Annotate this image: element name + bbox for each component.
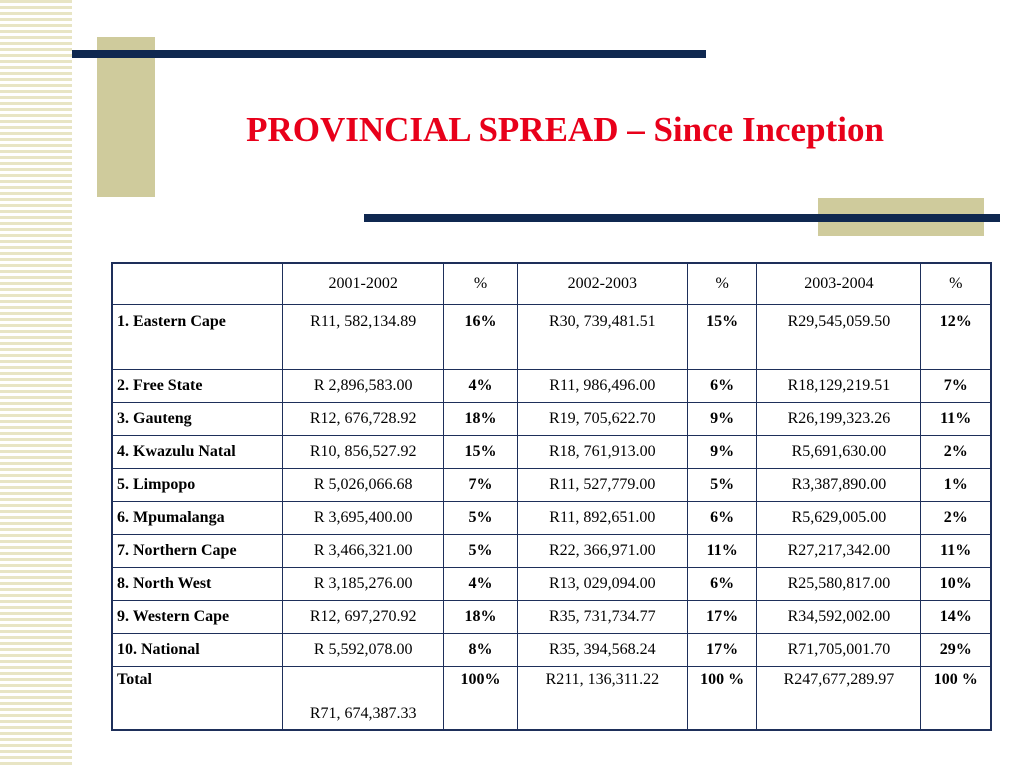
percent-cell: 2% [921, 436, 991, 469]
table-row [112, 601, 991, 634]
percent-cell: 11% [687, 535, 756, 568]
amount-cell: R5,691,630.00 [757, 436, 921, 469]
percent-cell: 9% [687, 403, 756, 436]
percent-cell: 16% [444, 305, 518, 370]
province-name: 9. Western Cape [112, 601, 283, 634]
amount-cell: R29,545,059.50 [757, 305, 921, 370]
table-row [112, 436, 991, 469]
percent-cell: 8% [444, 634, 518, 667]
amount-cell: R12, 697,270.92 [283, 601, 444, 634]
percent-cell: 18% [444, 403, 518, 436]
amount-cell: R35, 394,568.24 [517, 634, 687, 667]
amount-cell: R34,592,002.00 [757, 601, 921, 634]
percent-cell: 4% [444, 568, 518, 601]
percent-cell: 2% [921, 502, 991, 535]
decorative-rule-bottom [364, 214, 1000, 222]
percent-cell: 5% [444, 502, 518, 535]
decorative-rule-top [72, 50, 706, 58]
header-cell: 2003-2004 [757, 263, 921, 305]
province-name: 5. Limpopo [112, 469, 283, 502]
total-label: Total [112, 667, 283, 731]
amount-cell: R5,629,005.00 [757, 502, 921, 535]
percent-cell: 7% [921, 370, 991, 403]
header-cell: % [921, 263, 991, 305]
amount-cell: R 5,592,078.00 [283, 634, 444, 667]
province-name: 6. Mpumalanga [112, 502, 283, 535]
total-amount-cell: R211, 136,311.22 [517, 667, 687, 731]
percent-cell: 12% [921, 305, 991, 370]
decorative-block-left [97, 37, 155, 197]
amount-cell: R 3,185,276.00 [283, 568, 444, 601]
percent-cell: 6% [687, 568, 756, 601]
percent-cell: 4% [444, 370, 518, 403]
table-row [112, 469, 991, 502]
province-name: 10. National [112, 634, 283, 667]
province-name: 3. Gauteng [112, 403, 283, 436]
percent-cell: 14% [921, 601, 991, 634]
amount-cell: R22, 366,971.00 [517, 535, 687, 568]
amount-cell: R26,199,323.26 [757, 403, 921, 436]
amount-cell: R3,387,890.00 [757, 469, 921, 502]
header-cell: 2002-2003 [517, 263, 687, 305]
total-row [112, 667, 991, 731]
percent-cell: 17% [687, 634, 756, 667]
table-row [112, 502, 991, 535]
table-row [112, 305, 991, 370]
header-cell [112, 263, 283, 305]
amount-cell: R11, 582,134.89 [283, 305, 444, 370]
table-row [112, 403, 991, 436]
percent-cell: 5% [687, 469, 756, 502]
amount-cell: R30, 739,481.51 [517, 305, 687, 370]
table-row [112, 634, 991, 667]
percent-cell: 5% [444, 535, 518, 568]
amount-cell: R 5,026,066.68 [283, 469, 444, 502]
province-name: 7. Northern Cape [112, 535, 283, 568]
provincial-spread-table [111, 262, 992, 731]
header-cell: % [687, 263, 756, 305]
amount-cell: R71,705,001.70 [757, 634, 921, 667]
percent-cell: 11% [921, 403, 991, 436]
province-name: 1. Eastern Cape [112, 305, 283, 370]
percent-cell: 1% [921, 469, 991, 502]
amount-cell: R11, 892,651.00 [517, 502, 687, 535]
slide-title: PROVINCIAL SPREAD – Since Inception [246, 110, 884, 149]
amount-cell: R35, 731,734.77 [517, 601, 687, 634]
percent-cell: 29% [921, 634, 991, 667]
total-amount-cell: R71, 674,387.33 [283, 667, 444, 731]
province-name: 2. Free State [112, 370, 283, 403]
total-percent-cell: 100 % [921, 667, 991, 731]
amount-cell: R 2,896,583.00 [283, 370, 444, 403]
amount-cell: R18, 761,913.00 [517, 436, 687, 469]
percent-cell: 7% [444, 469, 518, 502]
amount-cell: R 3,466,321.00 [283, 535, 444, 568]
striped-border [0, 0, 72, 768]
amount-cell: R12, 676,728.92 [283, 403, 444, 436]
table-row [112, 535, 991, 568]
amount-cell: R 3,695,400.00 [283, 502, 444, 535]
percent-cell: 9% [687, 436, 756, 469]
percent-cell: 15% [444, 436, 518, 469]
header-cell: 2001-2002 [283, 263, 444, 305]
percent-cell: 11% [921, 535, 991, 568]
percent-cell: 6% [687, 502, 756, 535]
total-percent-cell: 100 % [687, 667, 756, 731]
amount-cell: R11, 527,779.00 [517, 469, 687, 502]
province-name: 8. North West [112, 568, 283, 601]
amount-cell: R11, 986,496.00 [517, 370, 687, 403]
percent-cell: 17% [687, 601, 756, 634]
amount-cell: R10, 856,527.92 [283, 436, 444, 469]
percent-cell: 6% [687, 370, 756, 403]
percent-cell: 18% [444, 601, 518, 634]
amount-cell: R18,129,219.51 [757, 370, 921, 403]
amount-cell: R19, 705,622.70 [517, 403, 687, 436]
amount-cell: R13, 029,094.00 [517, 568, 687, 601]
total-percent-cell: 100% [444, 667, 518, 731]
percent-cell: 10% [921, 568, 991, 601]
table-row [112, 370, 991, 403]
table-header-row [112, 263, 991, 305]
header-cell: % [444, 263, 518, 305]
total-amount-cell: R247,677,289.97 [757, 667, 921, 731]
table-row [112, 568, 991, 601]
province-name: 4. Kwazulu Natal [112, 436, 283, 469]
percent-cell: 15% [687, 305, 756, 370]
amount-cell: R25,580,817.00 [757, 568, 921, 601]
amount-cell: R27,217,342.00 [757, 535, 921, 568]
